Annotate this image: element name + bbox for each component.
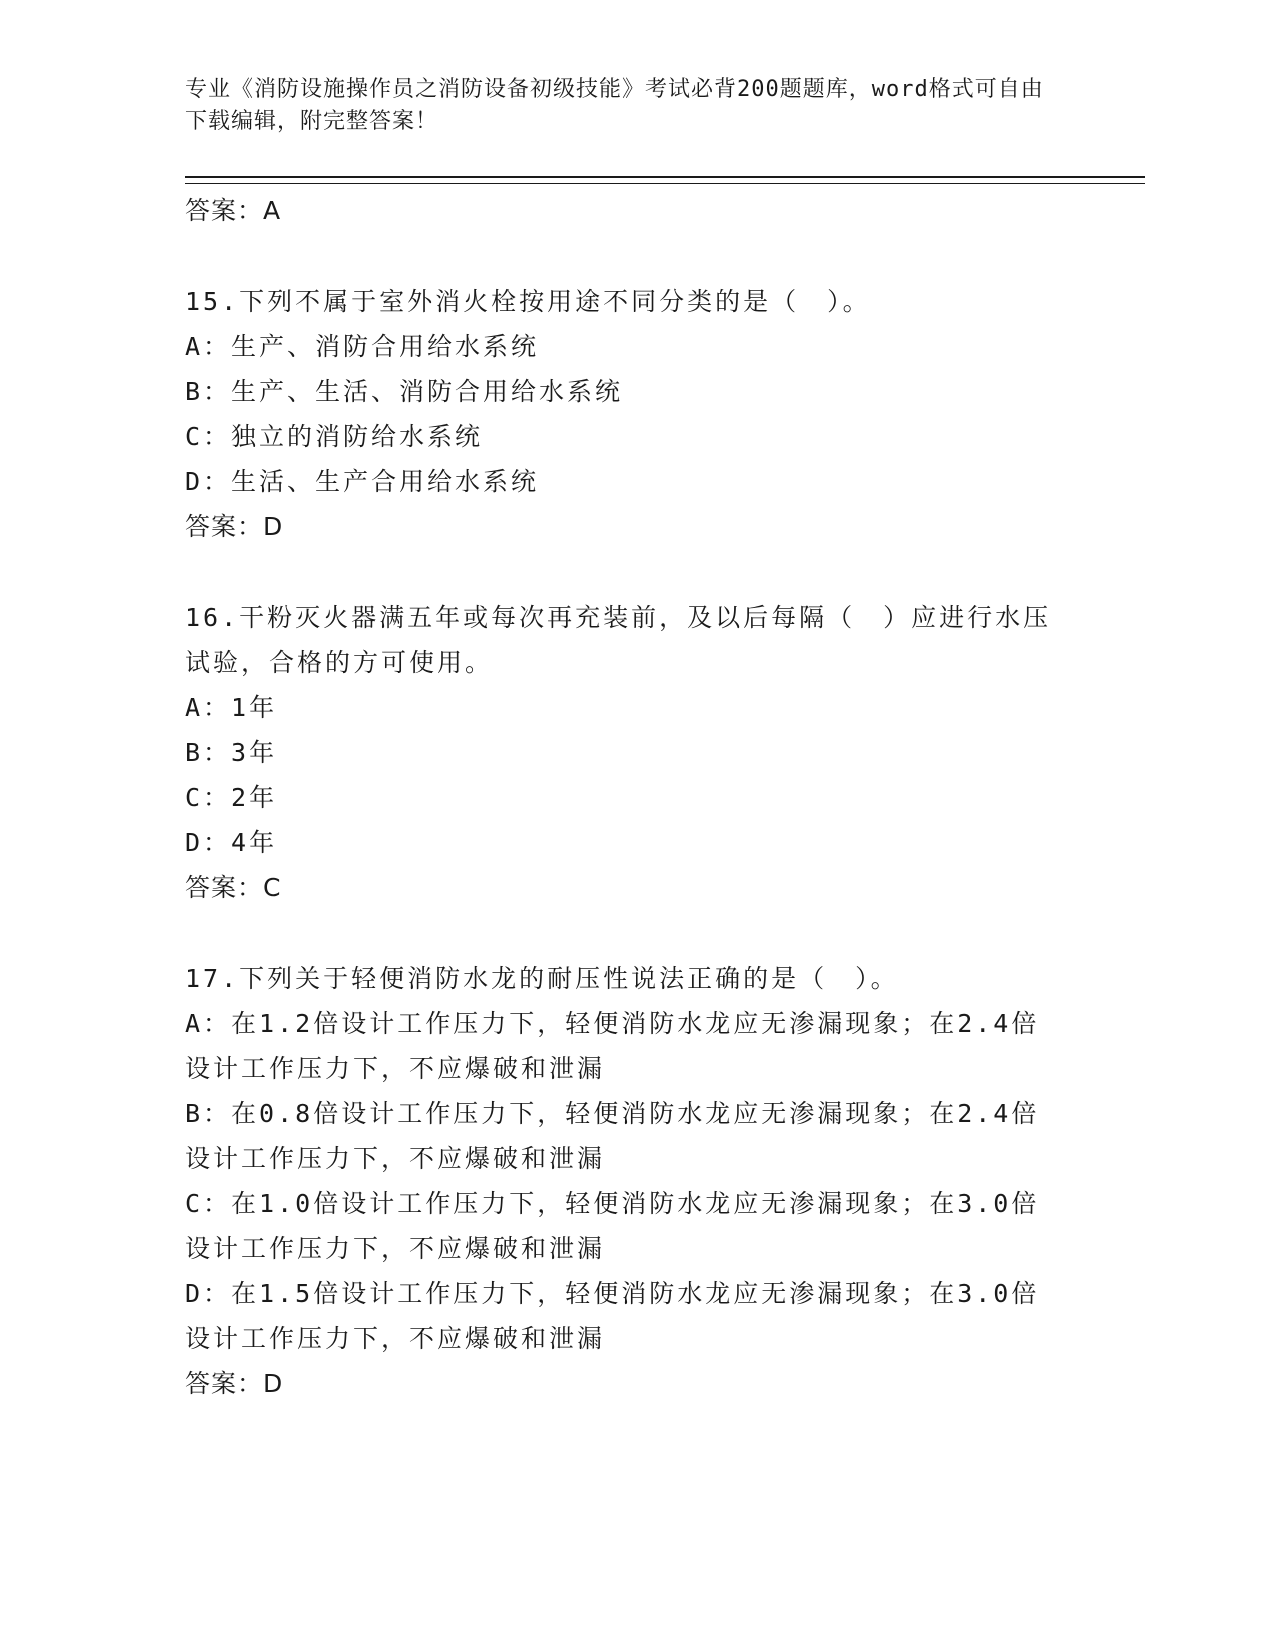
option-d: D：生活、生产合用给水系统 — [185, 467, 540, 496]
document-header: 专业《消防设施操作员之消防设备初级技能》考试必背200题题库，word格式可自由下载编辑，附完整答案！ — [185, 77, 1044, 134]
question-stem: 15.下列不属于室外消火栓按用途不同分类的是（ ）。 — [185, 287, 871, 316]
option-a: A：在1.2倍设计工作压力下，轻便消防水龙应无渗漏现象；在2.4倍设计工作压力下，不应爆破和泄漏 — [185, 1009, 1040, 1083]
option-c: C：独立的消防给水系统 — [185, 422, 484, 451]
question-content — [185, 188, 1065, 1406]
option-a: A：1年 — [185, 693, 278, 722]
spacer — [185, 549, 1065, 595]
spacer — [185, 910, 1065, 956]
answer-label: 答案：D — [185, 512, 284, 541]
option-b: B：生产、生活、消防合用给水系统 — [185, 377, 624, 406]
question-block — [185, 956, 1065, 1406]
option-a: A：生产、消防合用给水系统 — [185, 332, 540, 361]
question-block — [185, 595, 1065, 910]
spacer — [185, 233, 1065, 279]
question-block — [185, 279, 1065, 549]
option-d: D：在1.5倍设计工作压力下，轻便消防水龙应无渗漏现象；在3.0倍设计工作压力下，不应爆破和泄漏 — [185, 1279, 1040, 1353]
option-c: C：2年 — [185, 783, 278, 812]
option-d: D：4年 — [185, 828, 278, 857]
answer-label: 答案：C — [185, 873, 282, 902]
previous-answer: 答案：A — [185, 196, 282, 225]
header-divider — [185, 176, 1145, 184]
option-b: B：在0.8倍设计工作压力下，轻便消防水龙应无渗漏现象；在2.4倍设计工作压力下，不应爆破和泄漏 — [185, 1099, 1040, 1173]
answer-label: 答案：D — [185, 1369, 284, 1398]
option-b: B：3年 — [185, 738, 278, 767]
option-c: C：在1.0倍设计工作压力下，轻便消防水龙应无渗漏现象；在3.0倍设计工作压力下，不应爆破和泄漏 — [185, 1189, 1040, 1263]
question-stem: 16.干粉灭火器满五年或每次再充装前，及以后每隔（ ）应进行水压试验，合格的方可使用。 — [185, 603, 1052, 677]
question-stem: 17.下列关于轻便消防水龙的耐压性说法正确的是（ ）。 — [185, 964, 899, 993]
